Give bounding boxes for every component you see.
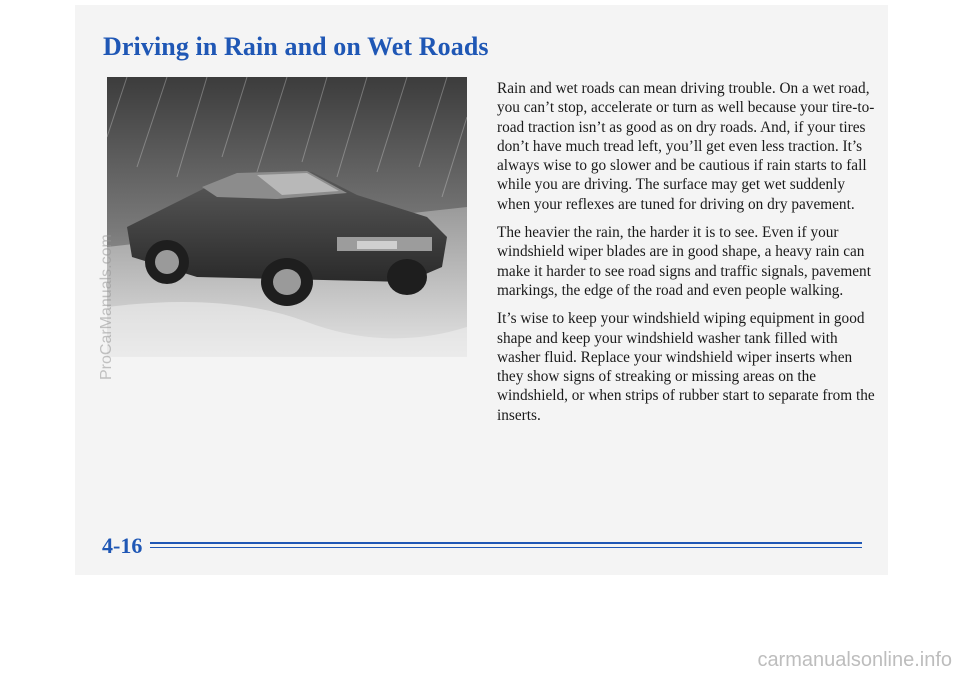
body-text <box>497 79 875 434</box>
paragraph-visibility: The heavier the rain, the harder it is to see. Even if your windshield wiper blades are in good shape, a heavy rain can make it harder to see road signs and traffic signals, pavement markings, the edge of the road and even people walking. <box>497 224 871 299</box>
site-watermark: carmanualsonline.info <box>757 649 952 671</box>
footer-rule <box>150 542 862 544</box>
paragraph-traction: Rain and wet roads can mean driving trouble. On a wet road, you can’t stop, accelerate or turn as well because your tire-to-road traction isn’t as good as on dry roads. And, if your tires don’t have much tread left, you’ll get even less traction. It’s always wise to go slower and be cautious if rain starts to fall while you are driving. The surface may get wet suddenly when your reflexes are tuned for driving on dry pavement. <box>497 80 875 213</box>
side-watermark: ProCarManuals.com <box>98 234 115 380</box>
page-number: 4-16 <box>102 533 143 558</box>
paragraph-wipers: It’s wise to keep your windshield wiping equipment in good shape and keep your windshield washer tank filled with washer fluid. Replace your windshield wiper inserts when they show signs of streaking or missing areas on the windshield, or when strips of rubber start to separate from the inserts. <box>497 310 875 424</box>
section-heading: Driving in Rain and on Wet Roads <box>103 32 489 61</box>
footer-rule-thin <box>150 547 862 548</box>
rainy-car-illustration <box>107 77 467 357</box>
